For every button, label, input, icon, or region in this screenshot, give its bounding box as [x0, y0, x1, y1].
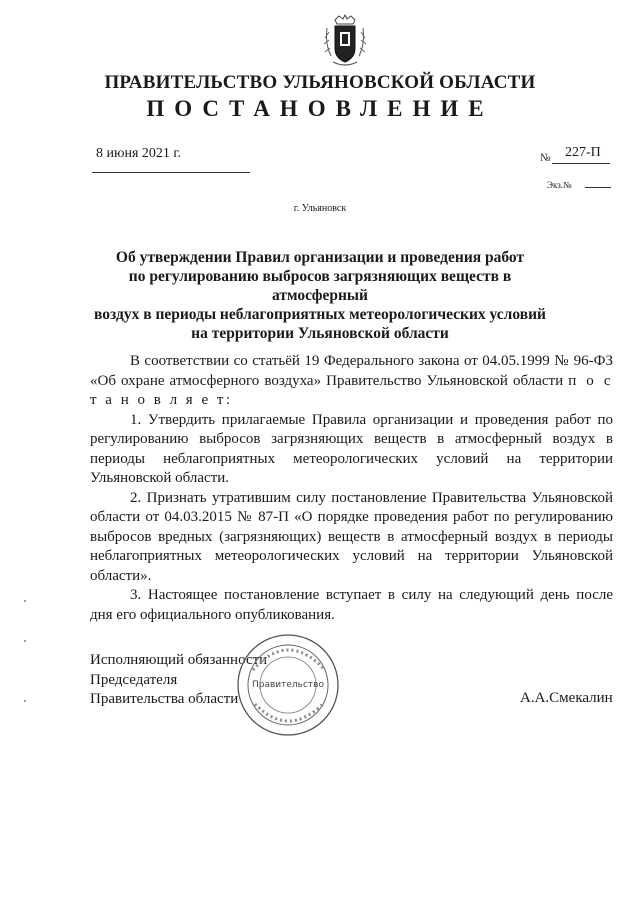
organization-name: ПРАВИТЕЛЬСТВО УЛЬЯНОВСКОЙ ОБЛАСТИ [104, 72, 536, 93]
preamble-paragraph [90, 352, 613, 411]
item-paragraph: 2. Признать утратившим силу постановление Правительства Ульяновской области от 04.03.2015 № 87-П «О порядке проведения работ по регулированию выбросов вредных (загрязняющих) веществ в атмосферный воздух в периоды неблагоприятных метеорологических условий на территории Ульяновской области». [90, 489, 613, 584]
document-type: ПОСТАНОВЛЕНИЕ [146, 96, 494, 121]
title-line: по регулированию выбросов загрязняющих веществ в атмосферный [128, 268, 512, 304]
copy-number-underline [585, 187, 611, 188]
official-stamp [233, 630, 343, 740]
copy-number-label: Экз.№ [547, 180, 572, 190]
city-name: г. Ульяновск [293, 203, 347, 214]
resolution-body [90, 352, 613, 625]
stamp-text: Правительство [252, 680, 324, 690]
date-underline [92, 172, 250, 173]
title-line: Об утверждении Правил организации и проведения работ [115, 249, 525, 266]
scan-speck [24, 700, 26, 702]
title-line: воздух в периоды неблагоприятных метеорологических условий [94, 306, 546, 323]
number-underline [552, 163, 610, 164]
document-number: 227-П [565, 145, 601, 160]
number-sign: № [540, 152, 551, 164]
scan-speck [24, 600, 26, 602]
decree-word: п о с т а н о в л я е т: [90, 372, 614, 408]
preamble-text: В соответствии со статьёй 19 Федерального закона от 04.05.1999 № 96-ФЗ «Об охране атмосферного воздуха» Правительство Ульяновской области [90, 353, 613, 389]
position-line: Исполняющий обязанности [90, 652, 268, 668]
item-paragraph: 1. Утвердить прилагаемые Правила организации и проведения работ по регулированию выбросов загрязняющих веществ в атмосферный воздух в периоды неблагоприятных метеорологических условий на территории Ульяновской области. [90, 411, 613, 486]
resolution-title [90, 248, 550, 343]
item-paragraph: 3. Настоящее постановление вступает в силу на следующий день после дня его официального опубликования. [90, 587, 613, 623]
position-line: Правительства области [90, 691, 239, 707]
document-date: 8 июня 2021 г. [96, 146, 182, 161]
title-line: на территории Ульяновской области [191, 325, 449, 342]
position-line: Председателя [90, 671, 178, 688]
scan-speck [24, 640, 26, 642]
signatory-name: А.А.Смекалин [520, 690, 613, 706]
coat-of-arms-icon [323, 14, 367, 70]
